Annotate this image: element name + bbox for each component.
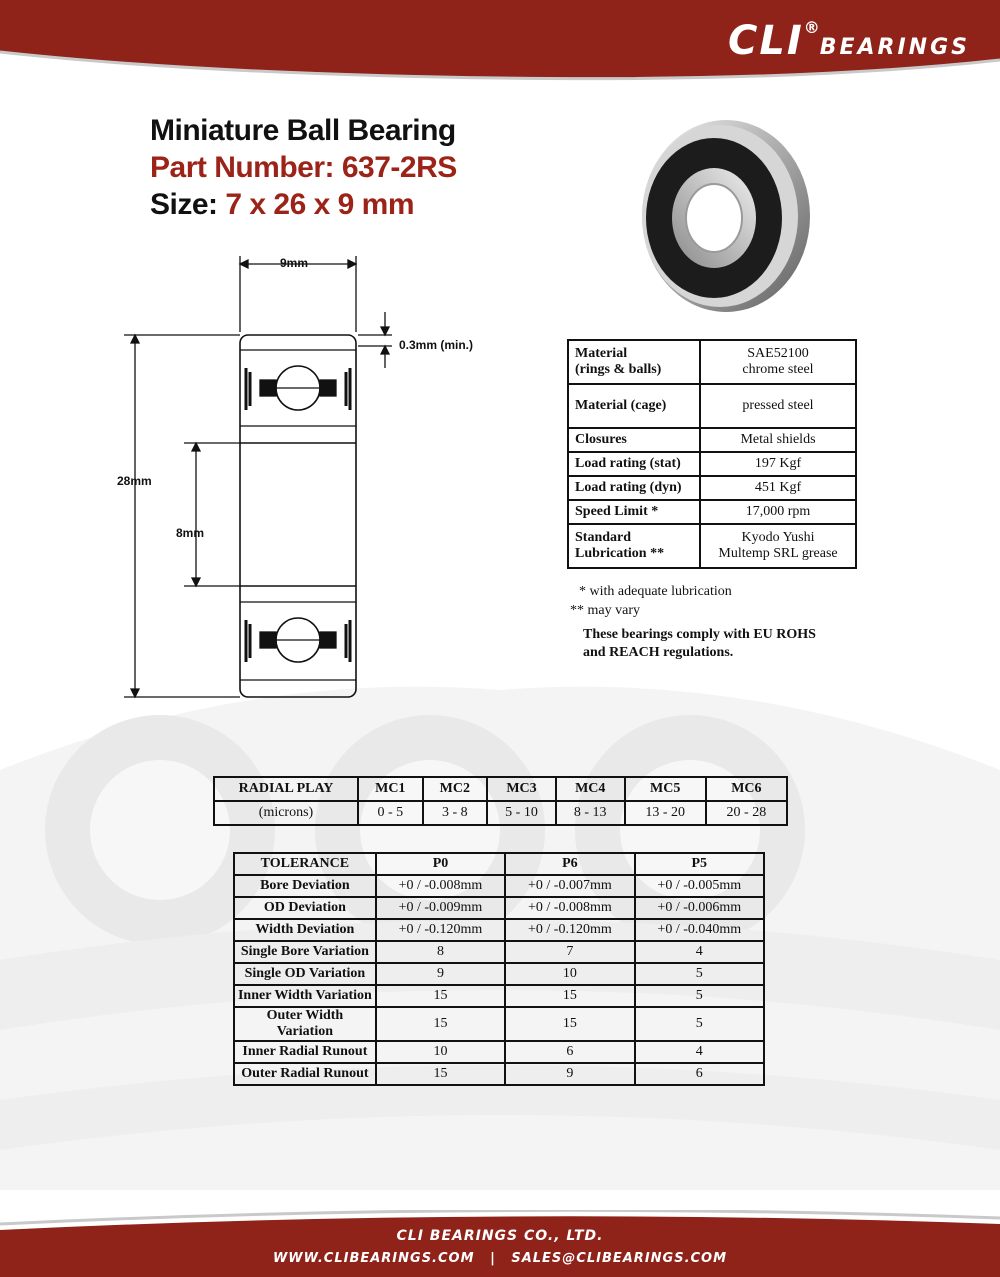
spec-row bbox=[568, 476, 856, 500]
radial-play-value-row bbox=[214, 801, 787, 825]
spec-key: Material (cage) bbox=[568, 384, 700, 428]
size-label: Size: bbox=[150, 188, 218, 221]
footer-company: CLI BEARINGS CO., LTD. bbox=[396, 1228, 604, 1244]
compliance-line-1: These bearings comply with EU ROHS bbox=[583, 627, 816, 642]
tolerance-parameter: Outer Width Variation bbox=[234, 1007, 376, 1041]
radial-play-unit: (microns) bbox=[214, 801, 358, 825]
width-dimension-label: 9mm bbox=[280, 256, 309, 270]
tolerance-value: +0 / -0.005mm bbox=[635, 875, 764, 897]
tolerance-value: +0 / -0.040mm bbox=[635, 919, 764, 941]
outer-diameter-label: 28mm bbox=[117, 474, 152, 488]
spec-key: Standard Lubrication ** bbox=[568, 524, 700, 568]
tolerance-value: 8 bbox=[376, 941, 505, 963]
tolerance-parameter: Single Bore Variation bbox=[234, 941, 376, 963]
tolerance-value: 6 bbox=[635, 1063, 764, 1085]
bearing-cross-section-drawing bbox=[100, 250, 520, 710]
spec-value: 451 Kgf bbox=[700, 476, 856, 500]
tolerance-value: 9 bbox=[505, 1063, 634, 1085]
spec-row bbox=[568, 452, 856, 476]
tolerance-table bbox=[233, 852, 765, 1086]
tolerance-value: +0 / -0.008mm bbox=[376, 875, 505, 897]
clearance-dimension-label: 0.3mm (min.) bbox=[399, 338, 474, 352]
tolerance-value: 4 bbox=[635, 941, 764, 963]
tolerance-value: +0 / -0.007mm bbox=[505, 875, 634, 897]
tolerance-value: 5 bbox=[635, 1007, 764, 1041]
radial-play-value: 3 - 8 bbox=[423, 801, 488, 825]
radial-play-class: MC3 bbox=[487, 777, 556, 801]
tolerance-row bbox=[234, 985, 764, 1007]
radial-play-title: RADIAL PLAY bbox=[214, 777, 358, 801]
tolerance-parameter: Bore Deviation bbox=[234, 875, 376, 897]
product-type: Miniature Ball Bearing bbox=[150, 114, 456, 147]
note-may-vary: ** may vary bbox=[570, 603, 640, 618]
tolerance-value: 15 bbox=[376, 985, 505, 1007]
radial-play-value: 13 - 20 bbox=[625, 801, 706, 825]
tolerance-value: 9 bbox=[376, 963, 505, 985]
spec-key: Closures bbox=[568, 428, 700, 452]
spec-value: Metal shields bbox=[700, 428, 856, 452]
tolerance-parameter: Width Deviation bbox=[234, 919, 376, 941]
radial-play-class: MC6 bbox=[706, 777, 787, 801]
spec-row bbox=[568, 428, 856, 452]
radial-play-value: 20 - 28 bbox=[706, 801, 787, 825]
footer-contact bbox=[0, 1251, 1000, 1266]
spec-key: Load rating (dyn) bbox=[568, 476, 700, 500]
tolerance-value: 4 bbox=[635, 1041, 764, 1063]
tolerance-row bbox=[234, 941, 764, 963]
tolerance-parameter: Inner Radial Runout bbox=[234, 1041, 376, 1063]
radial-play-header-row bbox=[214, 777, 787, 801]
tolerance-value: 15 bbox=[376, 1007, 505, 1041]
brand-suffix: BEARINGS bbox=[819, 35, 970, 60]
bearing-photo bbox=[634, 118, 812, 314]
radial-play-table bbox=[213, 776, 788, 826]
tolerance-row bbox=[234, 1063, 764, 1085]
tolerance-parameter: Inner Width Variation bbox=[234, 985, 376, 1007]
compliance-line-2: and REACH regulations. bbox=[583, 645, 734, 660]
tolerance-value: 5 bbox=[635, 985, 764, 1007]
spec-value: pressed steel bbox=[700, 384, 856, 428]
tolerance-row bbox=[234, 897, 764, 919]
tolerance-parameter: Outer Radial Runout bbox=[234, 1063, 376, 1085]
tolerance-value: +0 / -0.006mm bbox=[635, 897, 764, 919]
tolerance-value: 10 bbox=[505, 963, 634, 985]
title-block bbox=[150, 112, 457, 223]
brand-logo bbox=[728, 18, 970, 64]
footnotes bbox=[570, 582, 732, 620]
tolerance-value: 15 bbox=[505, 1007, 634, 1041]
brand-name: CLI bbox=[728, 18, 804, 64]
spec-key: Speed Limit * bbox=[568, 500, 700, 524]
note-lubrication: * with adequate lubrication bbox=[579, 584, 732, 599]
tolerance-parameter: Single OD Variation bbox=[234, 963, 376, 985]
tolerance-value: 5 bbox=[635, 963, 764, 985]
spec-row bbox=[568, 384, 856, 428]
tolerance-value: 6 bbox=[505, 1041, 634, 1063]
tolerance-row bbox=[234, 875, 764, 897]
bore-label: 8mm bbox=[176, 526, 205, 540]
tolerance-value: +0 / -0.008mm bbox=[505, 897, 634, 919]
spec-value: 197 Kgf bbox=[700, 452, 856, 476]
tolerance-row bbox=[234, 963, 764, 985]
radial-play-class: MC2 bbox=[423, 777, 488, 801]
footer-website[interactable]: WWW.CLIBEARINGS.COM bbox=[272, 1251, 475, 1266]
tolerance-value: +0 / -0.009mm bbox=[376, 897, 505, 919]
footer-separator: | bbox=[490, 1251, 496, 1266]
part-number: Part Number: 637-2RS bbox=[150, 151, 457, 184]
spec-value: SAE52100 chrome steel bbox=[700, 340, 856, 384]
tolerance-value: 15 bbox=[505, 985, 634, 1007]
tolerance-row bbox=[234, 1041, 764, 1063]
radial-play-class: MC4 bbox=[556, 777, 625, 801]
radial-play-value: 0 - 5 bbox=[358, 801, 423, 825]
radial-play-value: 8 - 13 bbox=[556, 801, 625, 825]
tolerance-value: +0 / -0.120mm bbox=[505, 919, 634, 941]
radial-play-class: MC5 bbox=[625, 777, 706, 801]
tolerance-value: 15 bbox=[376, 1063, 505, 1085]
tolerance-class: P0 bbox=[376, 853, 505, 875]
compliance-statement bbox=[583, 626, 816, 662]
spec-value: 17,000 rpm bbox=[700, 500, 856, 524]
tolerance-row bbox=[234, 1007, 764, 1041]
tolerance-header-row bbox=[234, 853, 764, 875]
size-value: 7 x 26 x 9 mm bbox=[225, 188, 415, 221]
footer-email[interactable]: SALES@CLIBEARINGS.COM bbox=[511, 1251, 728, 1266]
spec-key: Material (rings & balls) bbox=[568, 340, 700, 384]
tolerance-class: P6 bbox=[505, 853, 634, 875]
radial-play-value: 5 - 10 bbox=[487, 801, 556, 825]
tolerance-class: P5 bbox=[635, 853, 764, 875]
spec-row bbox=[568, 500, 856, 524]
spec-key: Load rating (stat) bbox=[568, 452, 700, 476]
spec-value: Kyodo Yushi Multemp SRL grease bbox=[700, 524, 856, 568]
spec-row bbox=[568, 340, 856, 384]
tolerance-parameter: OD Deviation bbox=[234, 897, 376, 919]
tolerance-title: TOLERANCE bbox=[234, 853, 376, 875]
size-line bbox=[150, 186, 457, 223]
radial-play-class: MC1 bbox=[358, 777, 423, 801]
spec-row bbox=[568, 524, 856, 568]
tolerance-value: 10 bbox=[376, 1041, 505, 1063]
tolerance-value: 7 bbox=[505, 941, 634, 963]
brand-reg-mark: ® bbox=[803, 18, 820, 37]
tolerance-value: +0 / -0.120mm bbox=[376, 919, 505, 941]
specification-table bbox=[567, 339, 857, 569]
tolerance-row bbox=[234, 919, 764, 941]
